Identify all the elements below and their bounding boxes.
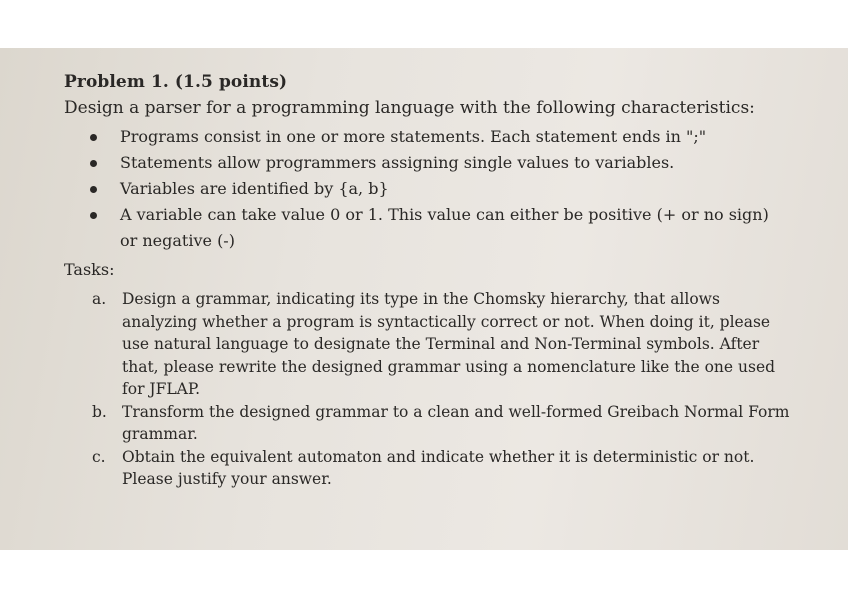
list-item-text: Variables are identified by {a, b} xyxy=(120,179,389,198)
tasks-heading: Tasks: xyxy=(64,260,115,279)
task-marker: b. xyxy=(92,402,107,421)
problem-number: Problem 1. xyxy=(64,72,169,92)
problem-intro: Design a parser for a programming language with the following characteristics: xyxy=(64,98,755,118)
list-item-text: Programs consist in one or more statements. Each statement ends in ";" xyxy=(120,127,707,146)
tasks-list xyxy=(92,288,792,491)
task-text: Transform the designed grammar to a clean and well-formed Greibach Normal Form grammar. xyxy=(122,402,790,443)
bullet-icon xyxy=(90,160,97,167)
list-item xyxy=(90,150,790,176)
list-item-text: Statements allow programmers assigning single values to variables. xyxy=(120,153,675,172)
task-marker: a. xyxy=(92,290,107,308)
list-item-text: A variable can take value 0 or 1. This value can either be positive (+ or no sign) or negative (-) xyxy=(120,205,769,250)
list-item xyxy=(90,202,790,254)
list-item xyxy=(90,124,790,150)
task-item xyxy=(92,401,792,446)
bullet-icon xyxy=(90,134,97,141)
problem-title xyxy=(64,72,287,92)
task-item xyxy=(92,446,792,491)
list-item xyxy=(90,176,790,202)
task-item xyxy=(92,288,792,401)
task-text: Obtain the equivalent automaton and indicate whether it is deterministic or not. Please justify your answer. xyxy=(122,447,755,488)
bullet-icon xyxy=(90,212,97,219)
document-photo xyxy=(0,48,848,550)
task-text: Design a grammar, indicating its type in the Chomsky hierarchy, that allows analyzing whether a program is syntactically correct or not. When doing it, please use natural language to designate the Terminal and Non-Terminal symbols. After that, please rewrite the designed grammar using a nomenclature like the one used for JFLAP. xyxy=(122,290,776,398)
bullet-icon xyxy=(90,186,97,193)
problem-points: (1.5 points) xyxy=(174,72,288,92)
characteristics-list xyxy=(90,124,790,254)
task-marker: c. xyxy=(92,447,106,466)
